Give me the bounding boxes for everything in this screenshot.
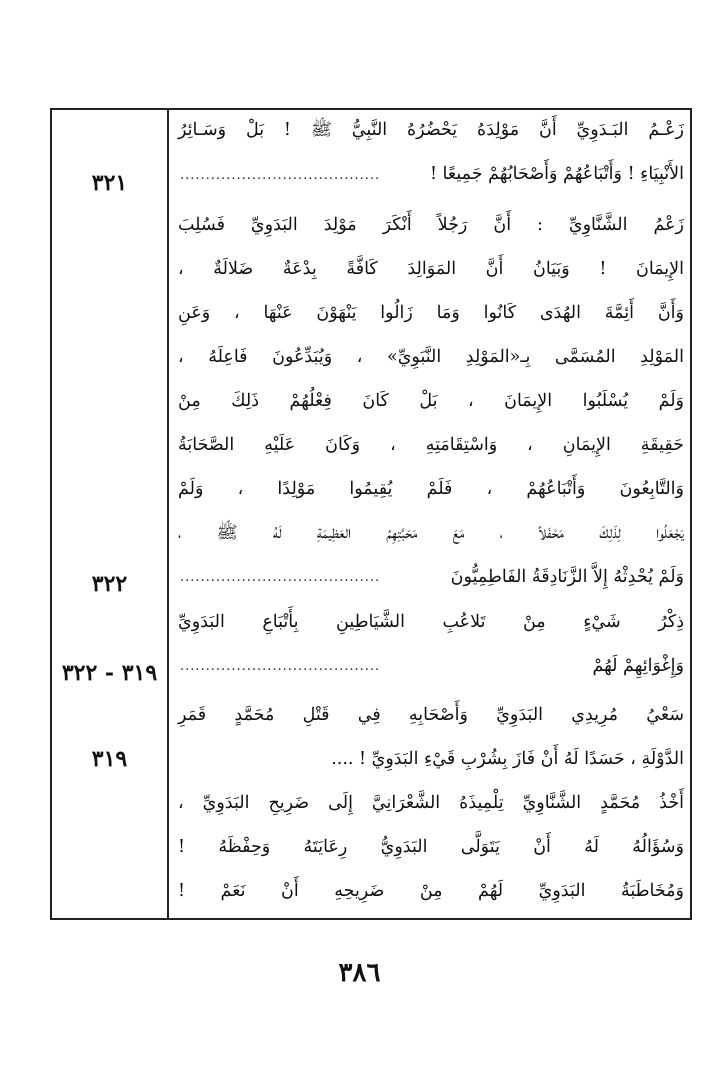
entry-2-leader-dots: ....................................... bbox=[180, 570, 381, 585]
entry-1-line-2: الأَنْبِيَاءِ ! وَأَتْبَاعُهُمْ وَأَصْحَابُهُمْ جَمِيعًا ! bbox=[429, 164, 684, 184]
entry-5-line-2: وَسُؤَالُهُ لَهُ أَنْ يَتَوَلَّى البَدَوِيُّ رِعَايَتَهُ وَحِفْظَهُ ! bbox=[178, 837, 684, 857]
entry-2-line-1: زَعْمُ الشَّنَّاوِيِّ : أَنَّ رَجُلاً أَنْكَرَ مَوْلِدَ البَدَوِيِّ فَسُلِبَ bbox=[178, 215, 684, 235]
entry-4-page-ref: ٣١٩ bbox=[91, 746, 128, 772]
entry-1-line-1: زَعْـمُ البَـدَوِيِّ أَنَّ مَوْلِدَهُ يَحْضُرُهُ النَّبِيُّ ﷺ ! بَلْ وَسَـائِرُ bbox=[178, 120, 684, 140]
entry-2-page-ref: ٣٢٢ bbox=[91, 571, 128, 597]
entry-3-line-2: وَإِغْوَائِهِمْ لَهُمْ bbox=[592, 656, 684, 676]
entry-4-line-2: الدَّوْلَةِ ، حَسَدًا لَهُ أَنْ فَازَ بِشُرْبِ قَيْءِ البَدَوِيِّ ! .... bbox=[331, 749, 684, 769]
entry-2-line-8: يَجْعَلُوا لِذَلِكَ مَحْفَلاً ، مَعَ مَحَبَّتِهِمُ العَظِيمَةِ لَهُ ﷺ ، bbox=[178, 523, 684, 543]
column-divider bbox=[167, 108, 169, 920]
entry-2-line-2: الإِيمَانَ ! وَبَيَانُ أَنَّ المَوَالِدَ كَافَّةً بِدْعَةٌ ضَلالَةٌ ، bbox=[178, 259, 684, 279]
entry-1-leader-dots: ....................................... bbox=[180, 168, 381, 183]
entry-5-line-3: وَمُخَاطَبَةُ البَدَوِيِّ لَهُمْ مِنْ ضَرِيحِهِ أَنْ نَعَمْ ! bbox=[178, 881, 684, 901]
entry-1-page-ref: ٣٢١ bbox=[91, 170, 128, 196]
entry-4-line-1: سَعْيُ مُرِيدِي البَدَوِيِّ وَأَصْحَابِهِ فِي قَتْلِ مُحَمَّدٍ قَمَرِ bbox=[178, 705, 684, 725]
entry-2-line-5: وَلَمْ يُسْلَبُوا الإِيمَانَ ، بَلْ كَانَ فِعْلُهُمْ ذَلِكَ مِنْ bbox=[178, 391, 684, 411]
entry-2-line-9: وَلَمْ يُحْدِثْهُ إِلاَّ الزَّنَادِقَةُ الفَاطِمِيُّونَ bbox=[450, 567, 684, 587]
entry-5-line-1: أَخْذُ مُحَمَّدٍ الشَّنَّاوِيِّ تِلْمِيذَهُ الشَّعْرَانِيَّ إِلَى ضَرِيحِ البَدَوِيِّ ، bbox=[178, 793, 684, 813]
entry-2-line-7: وَالتَّابِعُونَ وَأَتْبَاعُهُمْ ، فَلَمْ يُقِيمُوا مَوْلِدًا ، وَلَمْ bbox=[178, 479, 684, 499]
entry-3-line-1: ذِكْرُ شَيْءٍ مِنْ تَلاعُبِ الشَّيَاطِينِ بِأَتْبَاعِ البَدَوِيِّ bbox=[178, 612, 684, 632]
entry-2-line-4: المَوْلِدِ المُسَمَّى بِـ«المَوْلِدِ النَّبَوِيِّ» ، وَيُبَدِّعُونَ فَاعِلَهُ ، bbox=[178, 347, 684, 367]
entry-3-leader-dots: ....................................... bbox=[180, 659, 381, 674]
entry-3-page-range: ٣١٩ - ٣٢٢ bbox=[61, 660, 158, 686]
page-number: ٣٨٦ bbox=[338, 958, 381, 988]
entry-2-line-3: وَأَنَّ أَئِمَّةَ الهُدَى كَانُوا وَمَا زَالُوا يَنْهَوْنَ عَنْهَا ، وَعَنِ bbox=[178, 303, 684, 323]
entry-2-line-6: حَقِيقَةِ الإِيمَانِ ، وَاسْتِقَامَتِهِ ، وَكَانَ عَلَيْهِ الصَّحَابَةُ bbox=[178, 435, 684, 455]
